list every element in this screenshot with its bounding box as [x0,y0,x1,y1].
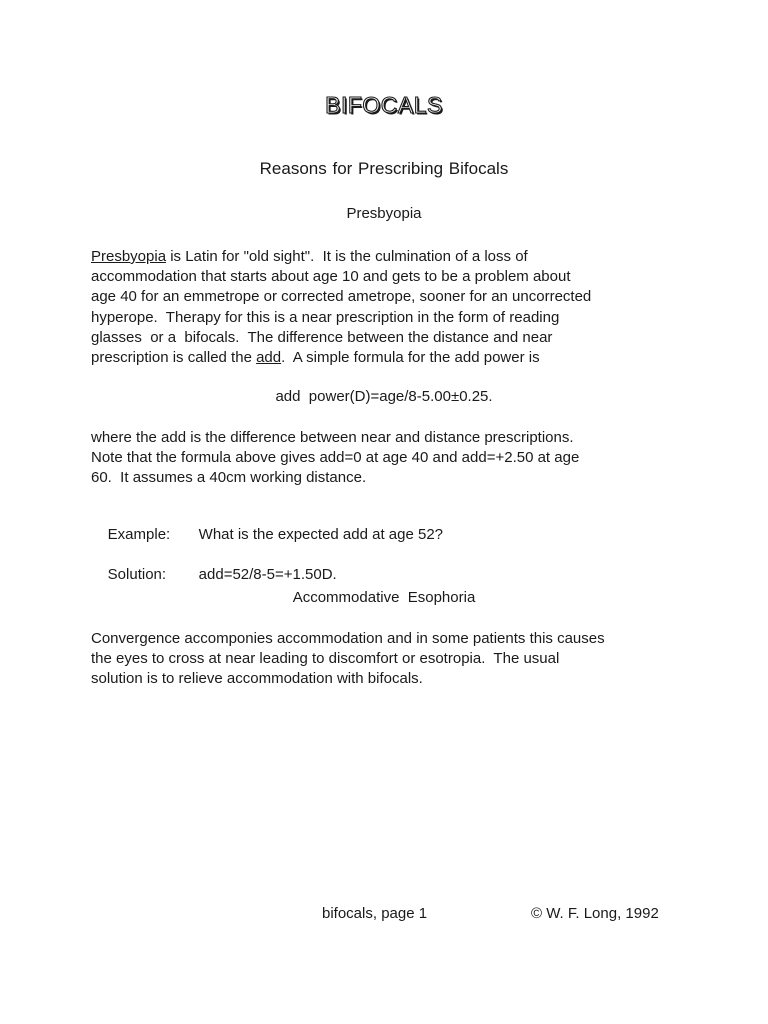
footer-page-label: bifocals, page 1 [322,905,428,922]
paragraph-text: prescription is called the [91,349,257,367]
document-title: BIFOCALS [325,92,443,118]
example-text: What is the expected add at age 52? [198,526,444,543]
solution-label: Solution: [107,566,167,583]
term-presbyopia: Presbyopia [91,248,167,265]
solution-text: add=52/8-5=+1.50D. [198,566,337,583]
section-heading-esophoria [0,589,768,606]
paragraph-line: Convergence accomponies accommodation and in some patients this causes [91,630,605,647]
document-subtitle: Reasons for Prescribing Bifocals [259,159,509,178]
paragraph-line: accommodation that starts about age 10 and gets to be a problem about [91,268,571,286]
esophoria-paragraph [91,629,691,690]
paragraph-line: Note that the formula above gives add=0 at age 40 and add=+2.50 at age [91,449,580,467]
paragraph-line: hyperope. Therapy for this is a near prescription in the form of reading [91,308,560,326]
section-heading-text: Accommodative Esophoria [292,589,476,606]
paragraph-text: is Latin for "old sight". It is the culmination of a loss of [166,248,528,265]
footer-copyright: © W. F. Long, 1992 [531,905,659,922]
formula-explanation-paragraph [91,428,691,489]
formula-text: add power(D)=age/8-5.00±0.25. [275,388,493,405]
paragraph-line [91,348,691,368]
paragraph-line: glasses or a bifocals. The difference between the distance and near [91,328,553,346]
paragraph-line: where the add is the difference between near and distance prescriptions. [91,429,574,446]
paragraph-line [91,247,691,267]
term-add: add [256,349,282,367]
paragraph-line: 60. It assumes a 40cm working distance. [91,469,367,487]
paragraph-line: the eyes to cross at near leading to discomfort or esotropia. The usual [91,650,560,668]
paragraph-text: . A simple formula for the add power is [281,349,540,367]
add-power-formula [0,388,768,405]
section-heading-presbyopia: Presbyopia [346,205,422,222]
paragraph-line: solution is to relieve accommodation with bifocals. [91,670,423,688]
paragraph-line: age 40 for an emmetrope or corrected ametrope, sooner for an uncorrected [91,288,592,306]
presbyopia-paragraph [91,247,691,368]
example-label: Example: [107,526,171,543]
